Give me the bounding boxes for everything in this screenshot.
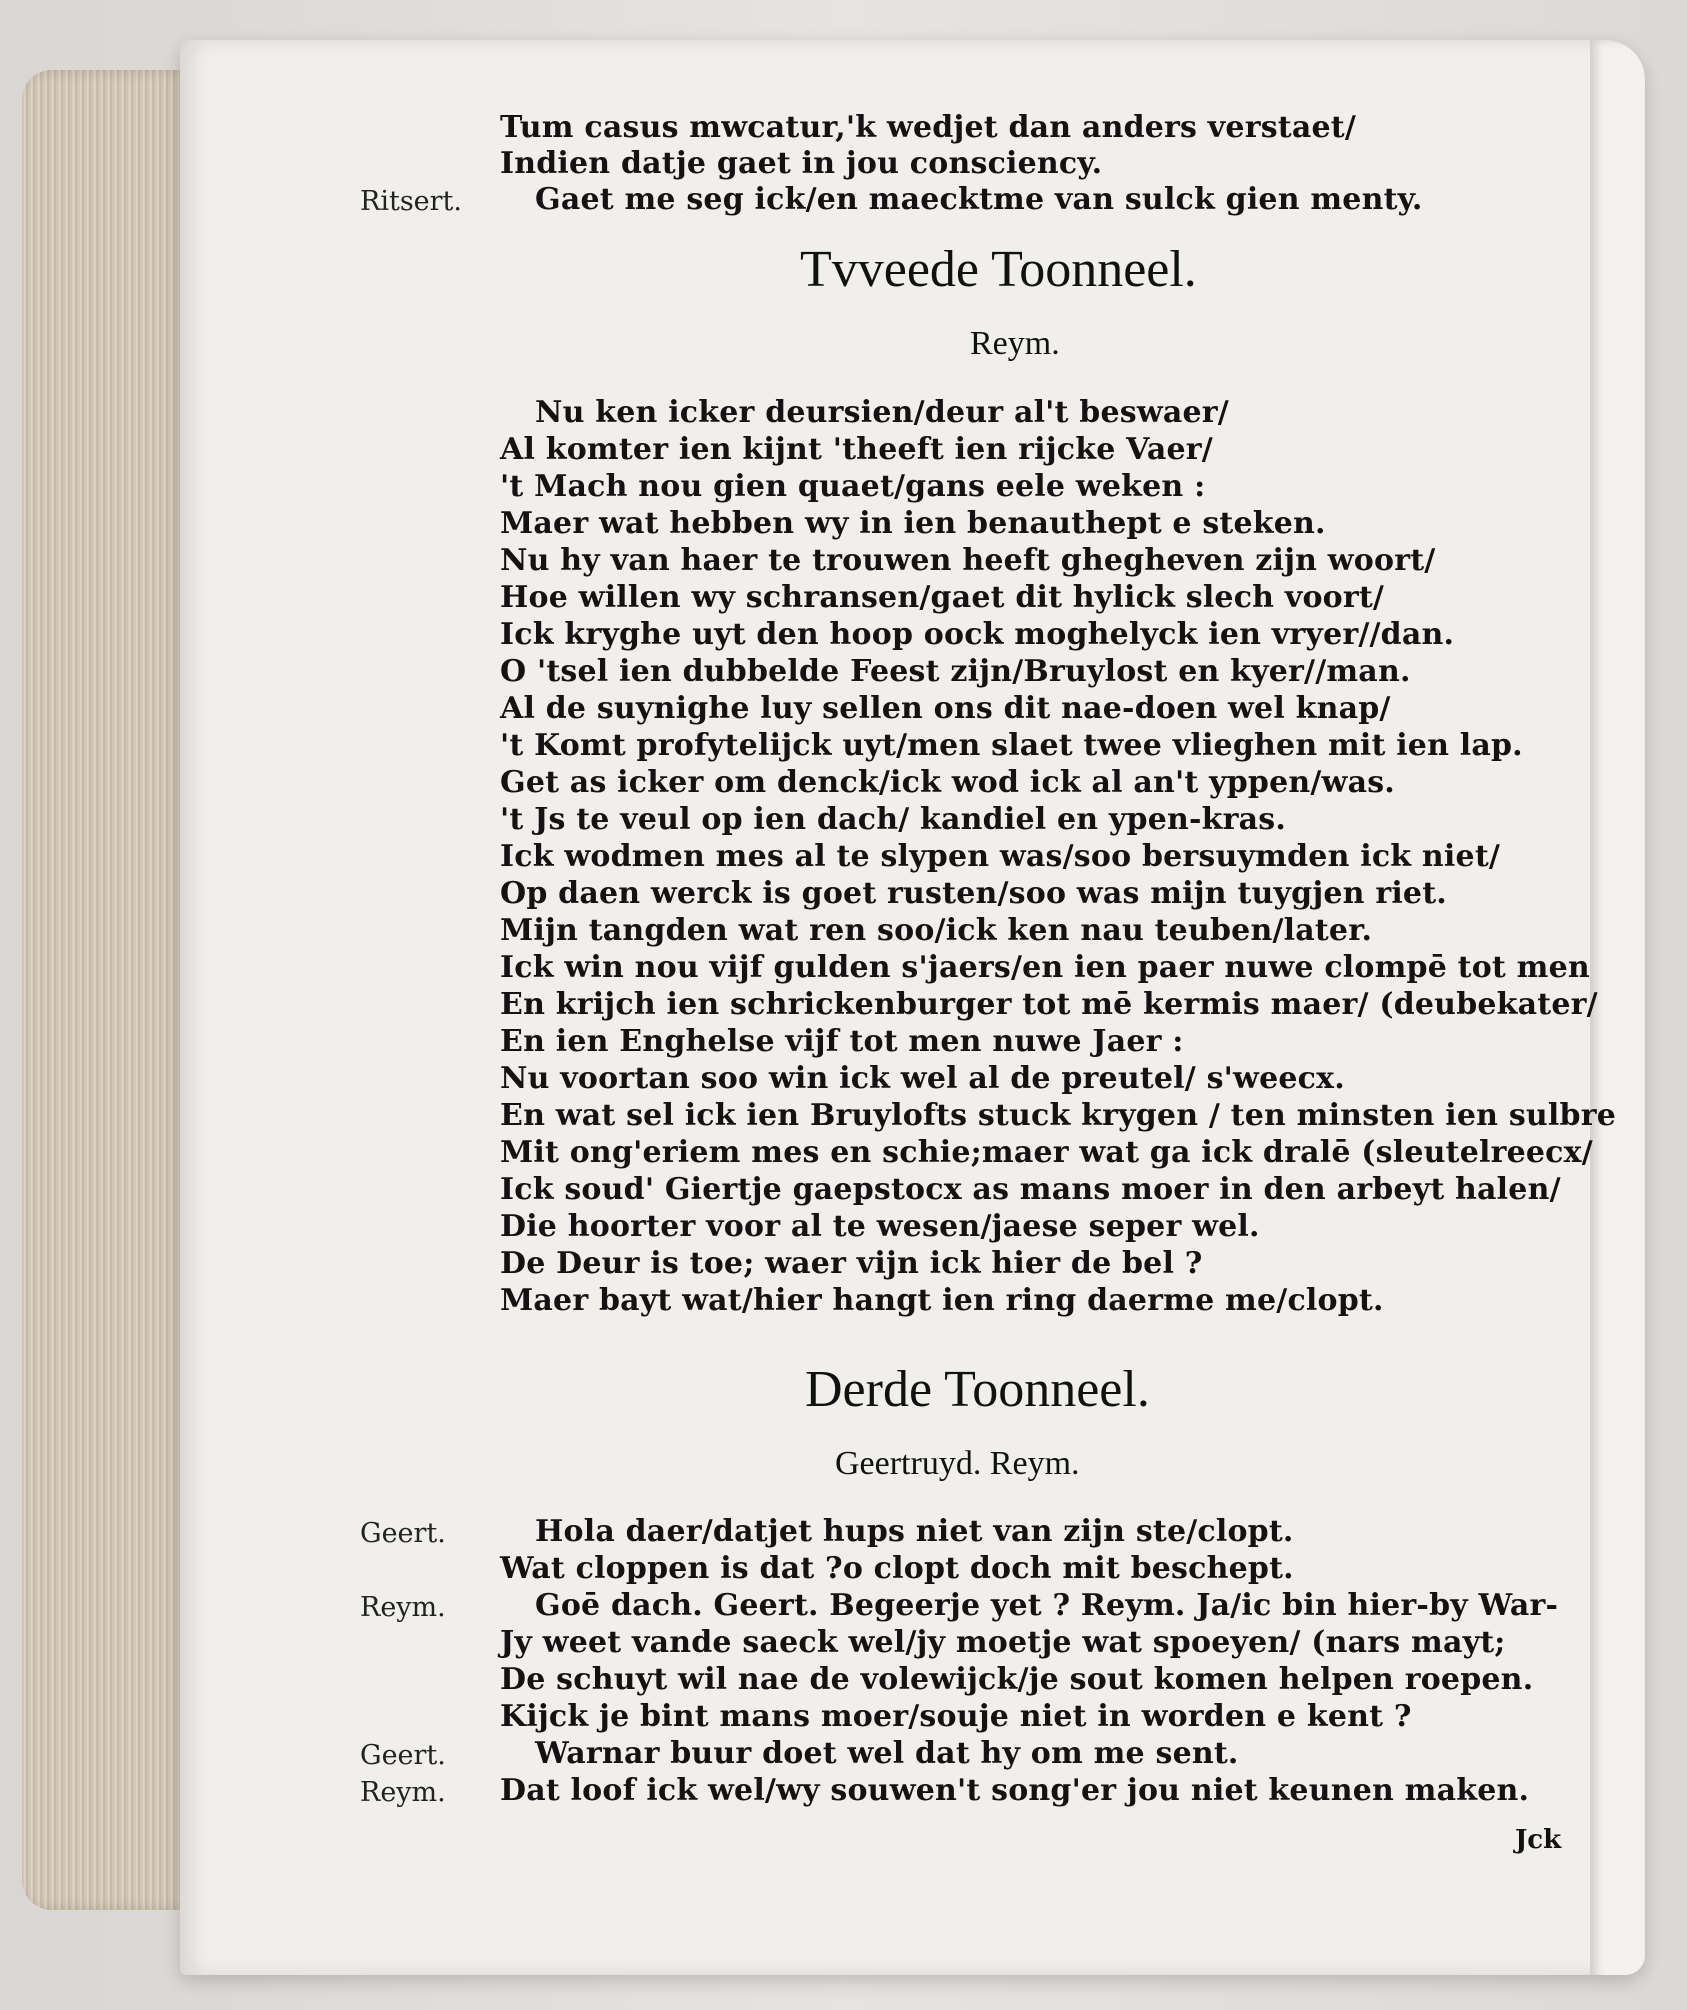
verse-line: Ick wodmen mes al te slypen was/soo bersuymden ick niet/ <box>500 839 1501 874</box>
scene-title: Derde Toonneel. <box>805 1361 1150 1418</box>
verse-line: 't Js te veul op ien dach/ kandiel en ypen-kras. <box>500 802 1287 837</box>
verse-line: De Deur is toe; waer vijn ick hier de bel ? <box>500 1246 1203 1281</box>
verse-line: 't Mach nou gien quaet/gans eele weken : <box>500 469 1206 504</box>
dialogue-line: Hola daer/datjet hups niet van zijn ste/clopt. <box>535 1514 1294 1549</box>
verse-line: Nu ken icker deursien/deur al't beswaer/ <box>535 395 1229 430</box>
catchword: Jck <box>1515 1825 1562 1855</box>
verse-line: Op daen werck is goet rusten/soo was mijn tuygjen riet. <box>500 876 1447 911</box>
verse-line: En krijch ien schrickenburger tot mē kermis maer/ (deubekater/ <box>500 987 1598 1022</box>
scene-speaker-heading: Reym. <box>970 325 1060 362</box>
verse-line: Mit ong'eriem mes en schie;maer wat ga ick dralē (sleutelreecx/ <box>500 1135 1593 1170</box>
verse-line: Ick kryghe uyt den hoop oock moghelyck ien vryer//dan. <box>500 617 1455 652</box>
verse-line: 't Komt profytelijck uyt/men slaet twee vlieghen mit ien lap. <box>500 728 1523 763</box>
speaker-label: Reym. <box>360 1592 446 1623</box>
verse-line: En ien Enghelse vijf tot men nuwe Jaer : <box>500 1024 1184 1059</box>
verse-line: O 'tsel ien dubbelde Feest zijn/Bruylost en kyer//man. <box>500 654 1411 689</box>
dialogue-line: Jy weet vande saeck wel/jy moetje wat spoeyen/ (nars mayt; <box>500 1625 1506 1660</box>
text-line: Gaet me seg ick/en maecktme van sulck gien menty. <box>535 182 1423 217</box>
speaker-label: Reym. <box>360 1777 446 1808</box>
book-page-edges <box>22 70 192 1910</box>
text-line: Indien datje gaet in jou consciency. <box>500 146 1103 181</box>
dialogue-line: Dat loof ick wel/wy souwen't song'er jou niet keunen maken. <box>500 1773 1530 1808</box>
scene-speakers-heading: Geertruyd. Reym. <box>835 1445 1080 1482</box>
speaker-label: Ritsert. <box>360 186 462 217</box>
scene-title: Tvveede Toonneel. <box>800 241 1197 298</box>
dialogue-line: De schuyt wil nae de volewijck/je sout komen helpen roepen. <box>500 1662 1534 1697</box>
verse-line: Nu hy van haer te trouwen heeft ghegheven zijn woort/ <box>500 543 1436 578</box>
verse-line: Al komter ien kijnt 'theeft ien rijcke Vaer/ <box>500 432 1213 467</box>
verse-line: Ick soud' Giertje gaepstocx as mans moer in den arbeyt halen/ <box>500 1172 1561 1207</box>
page-content <box>180 40 1645 1975</box>
verse-line: Ick win nou vijf gulden s'jaers/en ien paer nuwe clompē tot men <box>500 950 1590 985</box>
book-page <box>180 40 1645 1975</box>
dialogue-line: Wat cloppen is dat ?o clopt doch mit beschept. <box>500 1551 1294 1586</box>
dialogue-line: Kijck je bint mans moer/souje niet in worden e kent ? <box>500 1699 1412 1734</box>
verse-line: Hoe willen wy schransen/gaet dit hylick slech voort/ <box>500 580 1385 615</box>
speaker-label: Geert. <box>360 1518 446 1549</box>
verse-line: Maer bayt wat/hier hangt ien ring daerme me/clopt. <box>500 1283 1384 1318</box>
verse-line: Mijn tangden wat ren soo/ick ken nau teuben/later. <box>500 913 1373 948</box>
verse-line: Nu voortan soo win ick wel al de preutel/ s'weecx. <box>500 1061 1345 1096</box>
text-line: Tum casus mwcatur,'k wedjet dan anders verstaet/ <box>500 110 1357 145</box>
verse-line: Die hoorter voor al te wesen/jaese seper wel. <box>500 1209 1260 1244</box>
verse-line: Get as icker om denck/ick wod ick al an't yppen/was. <box>500 765 1395 800</box>
speaker-label: Geert. <box>360 1740 446 1771</box>
dialogue-line: Warnar buur doet wel dat hy om me sent. <box>535 1736 1239 1771</box>
verse-line: Maer wat hebben wy in ien benauthept e steken. <box>500 506 1326 541</box>
verse-line: En wat sel ick ien Bruylofts stuck krygen / ten minsten ien sulbre <box>500 1098 1616 1133</box>
dialogue-line: Goē dach. Geert. Begeerje yet ? Reym. Ja/ic bin hier-by War- <box>535 1588 1559 1623</box>
verse-line: Al de suynighe luy sellen ons dit nae-doen wel knap/ <box>500 691 1391 726</box>
